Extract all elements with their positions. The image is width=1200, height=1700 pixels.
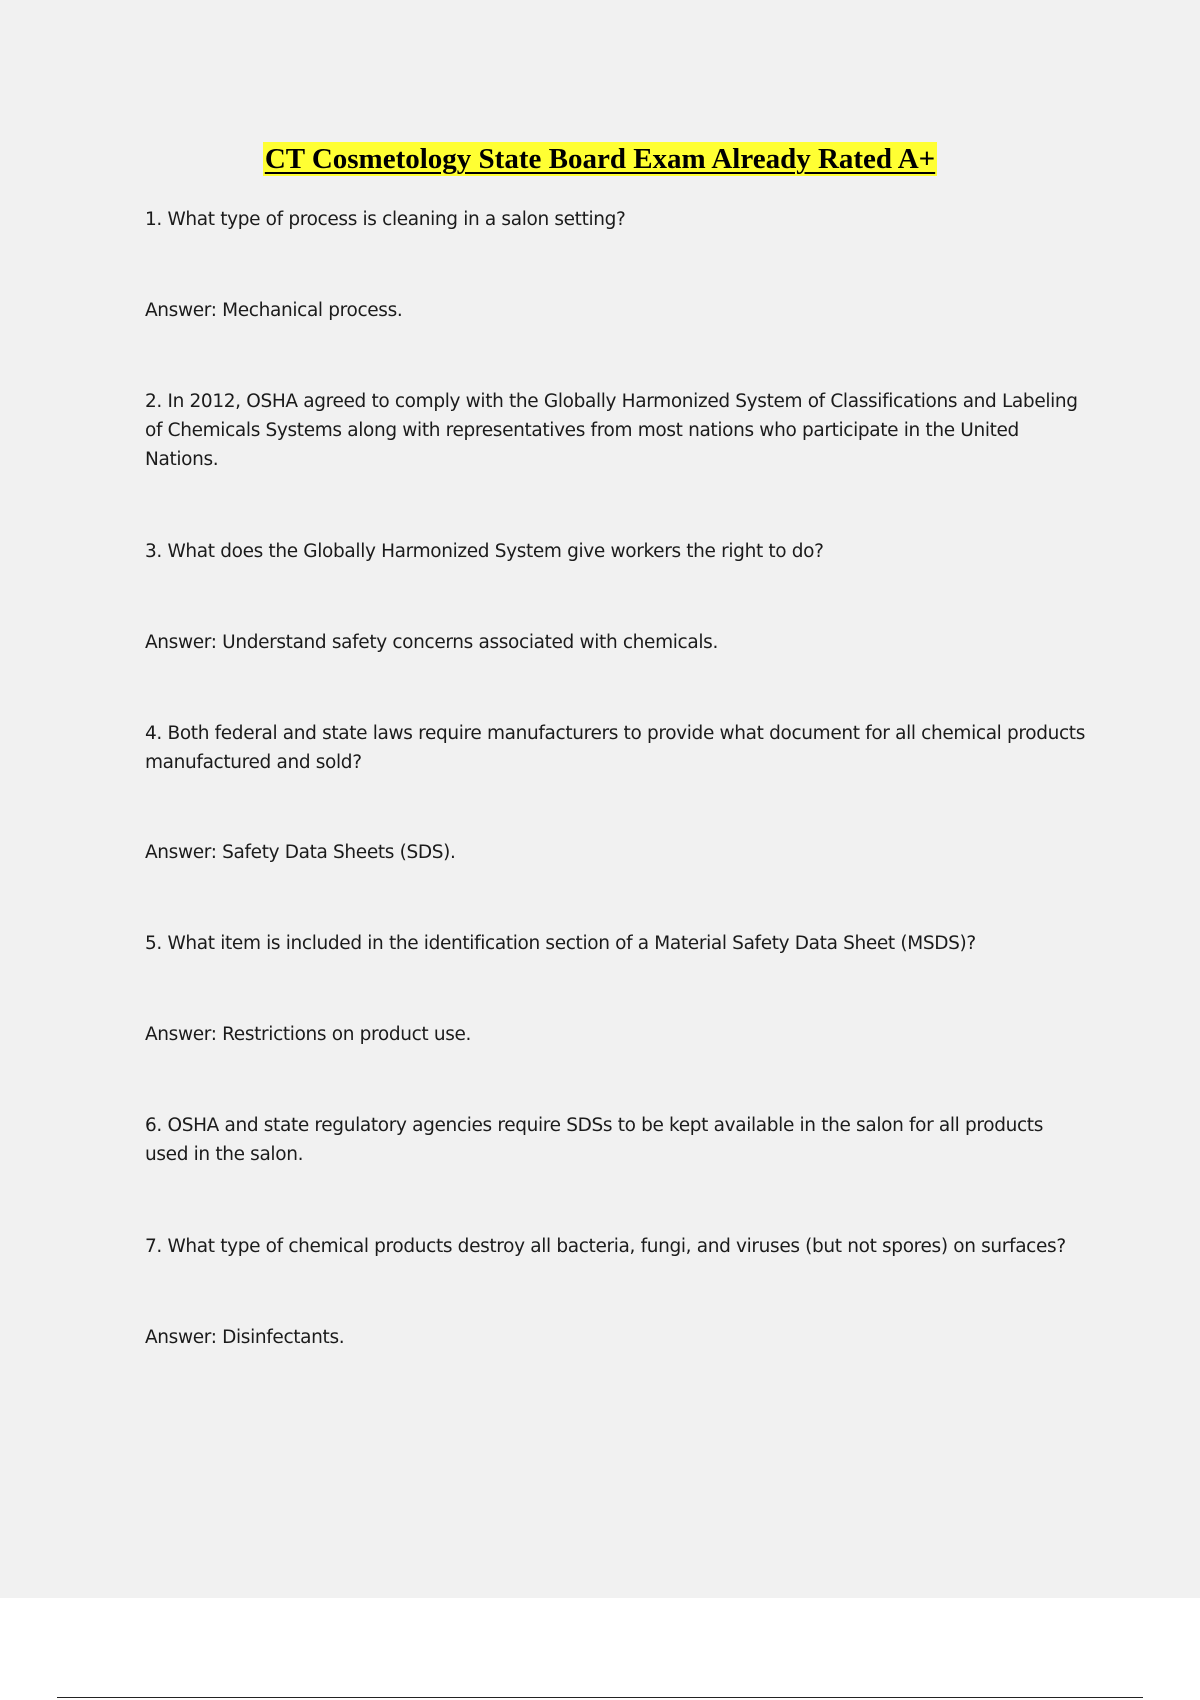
question-5: 5. What item is included in the identification section of a Material Safety Data Sheet (MSDS)?: [145, 933, 976, 954]
answer-7: Answer: Disinfectants.: [145, 1327, 345, 1348]
question-3: 3. What does the Globally Harmonized System give workers the right to do?: [145, 541, 824, 562]
question-1: 1. What type of process is cleaning in a salon setting?: [145, 209, 626, 230]
question-4: 4. Both federal and state laws require manufacturers to provide what document for all chemical products manufactured and sold?: [145, 723, 1085, 773]
title-container: [0, 142, 1200, 176]
answer-1: Answer: Mechanical process.: [145, 300, 403, 321]
answer-4: Answer: Safety Data Sheets (SDS).: [145, 842, 456, 863]
answer-5: Answer: Restrictions on product use.: [145, 1024, 472, 1045]
document-title: CT Cosmetology State Board Exam Already Rated A+: [264, 143, 936, 175]
answer-3: Answer: Understand safety concerns associated with chemicals.: [145, 632, 718, 653]
footer-divider: [57, 1697, 1143, 1698]
question-7: 7. What type of chemical products destroy all bacteria, fungi, and viruses (but not spores) on surfaces?: [145, 1236, 1066, 1257]
statement-6: 6. OSHA and state regulatory agencies require SDSs to be kept available in the salon for all products used in the salon.: [145, 1115, 1043, 1165]
statement-2: 2. In 2012, OSHA agreed to comply with the Globally Harmonized System of Classifications and Labeling of Chemicals Systems along with representatives from most nations who participate in the United Nations.: [145, 391, 1078, 470]
